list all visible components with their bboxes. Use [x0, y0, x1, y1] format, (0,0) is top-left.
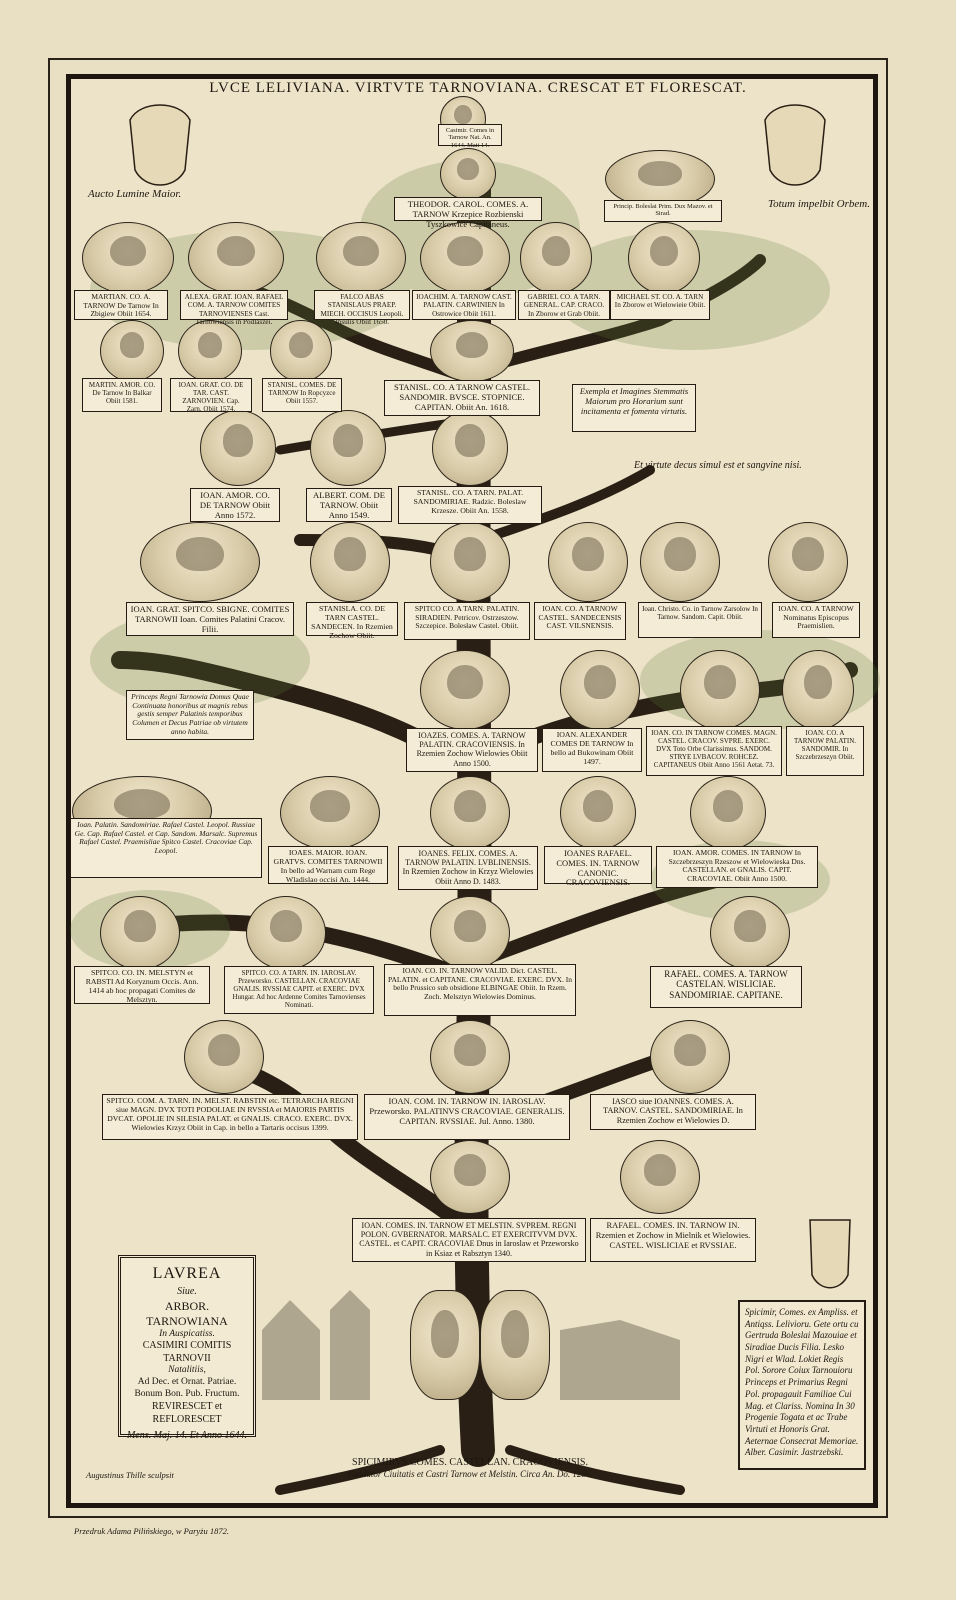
plaque-ioanpalatin: Ioan. Palatin. Sandomiriae. Rafael Castel. Leopol. Russiae Ge. Cap. Rafael Castel. et Cap. Sandom. Marsalc. Supremus Rafael Castel. Praemisliae Spitco Castel. Cracoviae Cap. Leopol.: [70, 818, 262, 878]
portrait-stanislsandom: [430, 320, 514, 382]
plaque-exempla: Exempla et Imagines Stemmatis Maiorum pro Horarium sunt incitamenta et fomenta virtutis.: [572, 384, 696, 432]
plaque-ioangratsbigne: IOAN. GRAT. SPITCO. SBIGNE. COMITES TARNOWII Ioan. Comites Palatini Cracov. Filii.: [126, 602, 294, 636]
plaque-stanisltarn: STANISL. CO. A TARN. PALAT. SANDOMIRIAE. Radzic. Boleslaw Krzesze. Obiit An. 1558.: [398, 486, 542, 524]
plaque-ioanesrafael: IOANES RAFAEL. COMES. IN. TARNOW CANONIC. CRACOVIENSIS.: [544, 846, 652, 884]
portrait-spitcodominus: [184, 1020, 264, 1094]
portrait-ioanamor: [200, 410, 276, 486]
cartouche-line1: ARBOR. TARNOWIANA: [146, 1298, 228, 1328]
plaque-ioanchrist: Ioan. Christo. Co. in Tarnow Zarsolow In Tarnow. Sandom. Capit. Obiit.: [638, 602, 762, 638]
plaque-ioazescomes: IOAZES. COMES. A. TARNOW PALATIN. CRACOVIENSIS. In Rzemien Zochow Wielowies Obiit Anno 1500.: [406, 728, 538, 772]
plaque-spitcosirad: SPITCO CO. A TARN. PALATIN. SIRADIEN. Petricov. Ostrzeszow. Szczepice. Bolesław Castel. Obiit.: [404, 602, 530, 640]
plaque-ioanamor: IOAN. AMOR. CO. DE TARNOW Obiit Anno 1572.: [190, 488, 280, 522]
plaque-ioannominat: IOAN. CO. A TARNOW Nominatus Episcopus Praemislien.: [772, 602, 860, 638]
plaque-stanislsandom: STANISL. CO. A TARNOW CASTEL. SANDOMIR. BVSCE. STOPNICE. CAPITAN. Obiit An. 1618.: [384, 380, 540, 416]
portrait-ioancomessuprem: [430, 1140, 510, 1214]
plaque-ioancomesjaroslav: IOAN. COM. IN. TARNOW IN. IAROSLAV. Przeworsko. PALATINVS CRACOVIAE. GENERALIS. CAPITAN. RVSSIAE. Jul. Anno. 1380.: [364, 1094, 570, 1140]
plaque-joachim: IOACHIM. A. TARNOW CAST. PALATIN. CARWINIEN In Ostrowice Obiit 1611.: [412, 290, 516, 320]
portrait-albert: [310, 410, 386, 486]
cartouche-line3: CASIMIRI COMITIS TARNOVII: [142, 1340, 232, 1364]
portrait-spicimir: [410, 1290, 480, 1400]
plaque-prince: Princip. Boleslai Prim. Dux Mazov. et Sirad.: [604, 200, 722, 222]
plaque-ioangrat: IOAN. GRAT. CO. DE TAR. CAST. ZARNOVIEN. Cap. Zarn. Obiit 1574.: [170, 378, 252, 412]
portrait-ioannominat: [768, 522, 848, 602]
plaque-rafaelwislic: RAFAEL. COMES. IN. TARNOW IN. Rzemien et Zochow in Mielnik et Wielowies. CASTEL. WISLICIAE et RVSSIAE.: [590, 1218, 756, 1262]
plaque-stanislcastel: STANISLA. CO. DE TARN CASTEL. SANDECEN. In Rzemien Zochow Obiit.: [306, 602, 398, 636]
cartouche-line5: Ad Dec. et Ornat. Patriae.: [137, 1377, 237, 1388]
portrait-alexgrat: [188, 222, 284, 294]
plaque-alexgrat: ALEXA. GRAT. IOAN. RAFAEL COM. A. TARNOW COMITES TARNOVIENSES Cast. Tarnowiensis in Podlaszei.: [180, 290, 288, 320]
portrait-ioanvalid: [430, 896, 510, 970]
portrait-rafaelwislic: [620, 1140, 700, 1214]
cartouche-date: Mens. Maj. 14. Et Anno 1644.: [126, 1430, 248, 1441]
plaque-ioanamorcomes: IOAN. AMOR. COMES. IN TARNOW In Szczebrzeszyn Rzeszow et Wielowieska Dns. CASTELLAN. et GNALIS. CAPIT. CRACOVIAE. Obiit Anno 1500.: [656, 846, 818, 888]
plaque-michael: MICHAEL ST. CO. A. TARN In Zborow et Wielowieie Obiit.: [610, 290, 710, 320]
plaque-ioancomessuprem: IOAN. COMES. IN. TARNOW ET MELSTIN. SVPREM. REGNI POLON. GVBERNATOR. MARSALC. ET EXERCITVVM DVX. CASTEL. et CAPIT. CRACOVIAE Dnus in Iaroslaw et Przeworsko in Ksiaz et Rabsztyn 1340.: [352, 1218, 586, 1262]
plaque-rafaelcomes: RAFAEL. COMES. A. TARNOW CASTELAN. WISLICIAE. SANDOMIRIAE. CAPITANE.: [650, 966, 802, 1008]
cartouche-line6: Bonum Bon. Pub. Fructum.: [134, 1389, 240, 1400]
plaque-stanislcomes: STANISL. COMES. DE TARNOW In Ropcyzce Obiit 1557.: [262, 378, 342, 412]
portrait-ioanamorcomes: [690, 776, 766, 850]
portrait-ioangrat: [178, 320, 242, 382]
cartouche-sive: Siue.: [177, 1286, 197, 1297]
portrait-spitcojaroslau: [246, 896, 326, 970]
plaque-ioanalex: IOAN. ALEXANDER COMES DE TARNOW In bello ad Bukowinam Obiit 1497.: [542, 728, 642, 772]
portrait-joachim: [420, 222, 510, 294]
plaque-ioanesfelix: IOANES. FELIX. COMES. A. TARNOW PALATIN. LVBLINENSIS. In Rzemien Zochow in Krzyz Wielowies Obiit Anno D. 1483.: [398, 846, 538, 890]
left-quote: Aucto Lumine Maior.: [88, 188, 182, 200]
plaque-martian: MARTIAN. CO. A. TARNOW De Tarnow In Zbigiew Obiit 1654.: [74, 290, 168, 320]
title-cartouche: [118, 1255, 256, 1441]
side-note: Et virtute decus simul est et sangvine nisi.: [634, 460, 802, 471]
portrait-stanislcastel: [310, 522, 390, 602]
portrait-ioanalex: [560, 650, 640, 730]
plaque-spitcodominus: SPITCO. COM. A. TARN. IN. MELST. RABSTIN etc. TETRARCHA REGNI siue MAGN. DVX TOTI PODOLIAE IN RVSSIA et MAIORIS PARTIS DVCAT. OPOLIE IN SILESIA PALAT. et GNALIS. CRACO. EXERC. DVX. Wielowies Krzyz Obiit in Cap. in bello a Tartaris occisus 1399.: [102, 1094, 358, 1140]
portrait-theodor: [440, 148, 496, 200]
portrait-ioaesmaior: [280, 776, 380, 850]
portrait-rafaelcomes: [710, 896, 790, 970]
plaque-iascosiue: IASCO siue IOANNES. COMES. A. TARNOV. CASTEL. SANDOMIRIAE. In Rzemien Zochow et Wielowies D.: [590, 1094, 756, 1130]
plaque-casimir: Casimir. Comes in Tarnow Nat. An. 1644. Maii 14.: [438, 124, 502, 146]
portrait-spitcosirad: [430, 522, 510, 602]
cartouche-title: LAVREA: [152, 1265, 222, 1282]
portrait-ioanchrist: [640, 522, 720, 602]
portrait-iascosiue: [650, 1020, 730, 1094]
printer-credit: Przedruk Adama Pilińskiego, w Paryżu 1872.: [74, 1526, 229, 1536]
portrait-ioancomesjaroslav: [430, 1020, 510, 1094]
founder-inscription: [310, 1457, 630, 1480]
cartouche-line2: In Auspicatiss.: [159, 1328, 215, 1339]
portrait-martian: [82, 222, 174, 294]
portrait-stanislcomes: [270, 320, 332, 382]
portrait-ioanesrafael: [560, 776, 636, 850]
portrait-ioancopalat: [782, 650, 854, 730]
portrait-spitcomelsztyn: [100, 896, 180, 970]
plaque-spitcomelsztyn: SPITCO. CO. IN. MELSTYN et RABSTI Ad Koryznum Occis. Ann. 1414 ab hoc propagati Comites de Melsztyn.: [74, 966, 210, 1004]
portrait-ioazescomes: [420, 650, 510, 730]
right-quote: Totum impelbit Orbem.: [768, 198, 870, 210]
plaque-theodor: THEODOR. CAROL. COMES. A. TARNOW Krzepice Rozbienski Tyszkowice Capitaneus.: [394, 197, 542, 221]
plaque-martinamor: MARTIN. AMOR. CO. De Tarnow In Balkar Obiit 1581.: [82, 378, 162, 412]
portrait-ioancomag: [680, 650, 760, 730]
portrait-gabriel: [520, 222, 592, 294]
portrait-stanisltarn: [432, 410, 508, 486]
portrait-ioanesfelix: [430, 776, 510, 850]
engraver-credit: Augustinus Thille sculpsit: [86, 1470, 174, 1480]
plaque-ioancastel: IOAN. CO. A TARNOW CASTEL. SANDECENSIS CAST. VILSNENSIS.: [534, 602, 626, 640]
portrait-ioancastel: [548, 522, 628, 602]
plaque-spitcojaroslau: SPITCO. CO. A TARN. IN. IAROSLAV. Przeworsko. CASTELLAN. CRACOVIAE GNALIS. RVSSIAE CAPIT. et EXERC. DVX Hungar. Ad hoc Ardenne Comites Tarnovienses Nominati.: [224, 966, 374, 1014]
motto-banner: LVCE LELIVIANA. VIRTVTE TARNOVIANA. CRESCAT ET FLORESCAT.: [209, 80, 747, 96]
portrait-michael: [628, 222, 700, 294]
plaque-ioancopalat: IOAN. CO. A TARNOW PALATIN. SANDOMIR. In Szczebrzeszyn Obiit.: [786, 726, 864, 776]
portrait-falco: [316, 222, 406, 294]
portrait-gertruda: [480, 1290, 550, 1400]
plaque-gabriel: GABRIEL CO. A TARN. GENERAL. CAP. CRACO. In Zborow et Grab Obiit.: [518, 290, 610, 320]
plaque-ioaesmaior: IOAES. MAIOR. IOAN. GRATVS. COMITES TARNOWII In bello ad Warnam cum Rege Wladislao occisi An. 1444.: [268, 846, 388, 884]
plaque-ioanvalid: IOAN. CO. IN. TARNOW VALID. Dict. CASTEL. PALATIN. et CAPITANE. CRACOVIAE. EXERC. DVX. In bello Prussico sub obsidione ELBINGAE Obiit. In Rzem. Zoch. Melsztyn Wielowies Dominus.: [384, 964, 576, 1016]
founder-line1: SPICIMIRVS COMES. CASTELLAN. CRACOVIENSIS.: [352, 1457, 588, 1468]
dedication-panel: Spicimir, Comes. ex Ampliss. et Antiqss. Lelivioru. Gete ortu cu Gertruda Boleslai Mazouiae et Siradiae Ducis Filia. Lesko Nigri et Wlad. Lokiet Regis Pol. Sorore Coiux Tarnouioru Princeps et Primarius Regni Pol. propagauit Familiae Cui Mag. et Clariss. Nomina In 30 Progenie Togata et ac Trabe Virtuti et Honoris Grat. Aeternae Consecrat Memoriae. Alber. Casimir. Jastrzebski.: [738, 1300, 866, 1470]
plaque-falco: FALCO ABAS STANISLAUS PRAEP. MIECH. OCCISUS Leopoli. Jnsulis Obiit 1650.: [314, 290, 410, 320]
founder-line2: Fundator Ciuitatis et Castri Tarnow et Melstin. Circa An. Do. 1286.: [347, 1469, 593, 1479]
cartouche-line4: Natalitiis,: [168, 1365, 206, 1376]
portrait-martinamor: [100, 320, 164, 382]
portrait-ioangratsbigne: [140, 522, 260, 602]
plaque-ioancomag: IOAN. CO. IN TARNOW COMES. MAGN. CASTEL. CRACOV. SVPRE. EXERC. DVX Toto Orbe Clarissimus. SANDOM. STRYE LVBACOV. ROHCEZ. CAPITANEUS Obiit Anno 1561 Aetat. 73.: [646, 726, 782, 776]
cartouche-line7: REVIRESCET et REFLORESCET: [151, 1401, 223, 1425]
plaque-albert: ALBERT. COM. DE TARNOW. Obiit Anno 1549.: [306, 488, 392, 522]
plaque-princeps: Princeps Regni Tarnowia Domus Quae Continuata honoribus at magnis rebus gestis semper Palatinis temporibus Columen et Decus Patriae ob virtutem anno habita.: [126, 690, 254, 740]
